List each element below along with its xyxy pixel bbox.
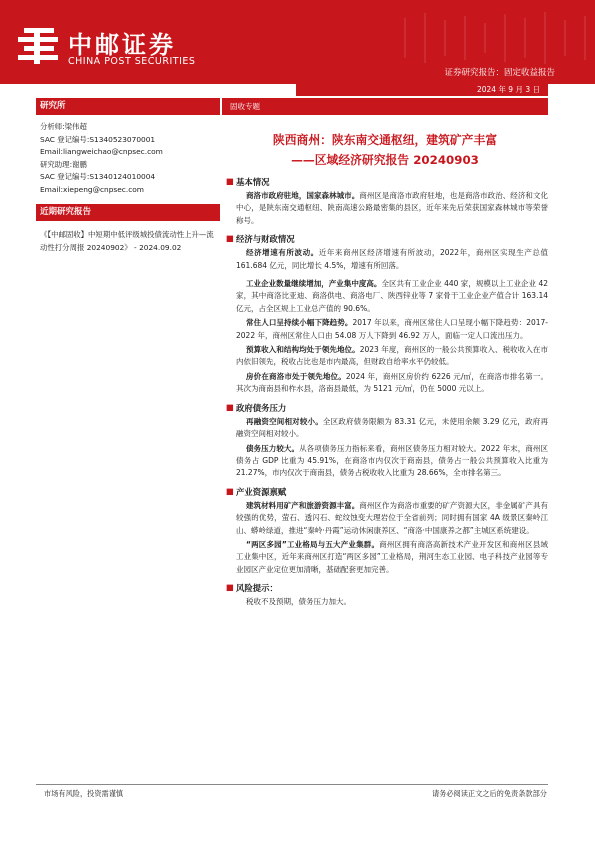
recent-report-link[interactable]: 《【中邮固收】中短期中低评级城投债流动性上升—流动性打分周报 20240902》 - 2024.09.02 xyxy=(40,230,214,252)
header-banner xyxy=(0,0,595,84)
paragraph: 常住人口呈持续小幅下降趋势。2017 年以来，商州区常住人口呈现小幅下降趋势：2017-2022 年，商州区常住人口由 54.08 万人下降到 46.92 万人，面临一定人口流出压力。 xyxy=(236,318,549,340)
section-heading: ■ 政府债务压力 xyxy=(226,401,287,413)
analyst-info xyxy=(36,115,220,196)
section-heading: ■ 产业资源禀赋 xyxy=(226,485,287,497)
paragraph: 房价在商洛市处于领先地位。2024 年，商州区房价约 6226 元/㎡，在商洛市排名第一。其次为商南县和柞水县，洛南县最低，为 5121 元/㎡，仍在 5000 元以上。 xyxy=(236,371,549,394)
footer-divider xyxy=(36,784,548,785)
paragraph: 商洛市政府驻地，国家森林城市。商州区是商洛市政府驻地，也是商洛市政治、经济和文化中心，是陕东南交通枢纽、陕南高速公路最密集的县区，近年来先后荣获国家森林城市等荣誉称号。 xyxy=(236,191,549,225)
paragraph: 再融资空间相对较小。全区政府债务限额为 83.31 亿元，未使用余额 3.29 亿元，政府再融资空间相对较小。 xyxy=(236,416,548,439)
paragraph: 经济增速有所波动。近年来商州区经济增速有所波动，2022年，商州区实现生产总值 161.684 亿元，同比增长 4.5%，增速有所回落。 xyxy=(236,248,548,270)
report-type: 证券研究报告：固定收益报告 xyxy=(444,68,555,78)
sidebar xyxy=(36,98,220,254)
paragraph: 预算收入和结构均处于领先地位。2023 年度，商州区的一般公共预算收入、税收收入在市内依旧领先，税收占比也是市内最高，但财政自给率水平仍较低。 xyxy=(236,345,548,367)
paragraph: “两区多园”工业格局与五大产业集群。商州区拥有商洛高新技术产业开发区和商州区县域工业集中区，近年来商州区打造“两区多园”工业格局，荆河生态工业园、电子科技产业园等专业园区产业定位更加清晰，基础配套更加完善。 xyxy=(236,539,548,574)
topic-label: 固收专题 xyxy=(222,98,548,115)
analyst-line: 分析师:梁伟超 xyxy=(40,122,87,131)
research-institute-heading: 研究所 xyxy=(36,98,220,115)
section-heading: ■ 经济与财政情况 xyxy=(226,233,295,245)
paragraph: 建筑材料用矿产和旅游资源丰富。商州区作为商洛市重要的矿产资源大区，非金属矿产具有较强的优势，萤石、透闪石、蛇纹蚀变大理岩位于全省前列；同时拥有国家 4A 级景区秦岭江山、蟒岭绿道，推进“秦岭·丹霞”运动休闲康养区、“商洛·中国康养之都”主城区系统建设。 xyxy=(236,500,549,535)
paragraph: 工业企业数量继续增加，产业集中度高。全区共有工业企业 440 家，规模以上工业企业 42 家，其中商洛比亚迪、商洛供电、商洛电厂、陕西锌业等 7 家骨干工业企业产值合计 163.14 亿元，占全区规上工业总产值的 90.6%。 xyxy=(236,279,549,313)
logo-chinese-name: 中邮证券 xyxy=(68,31,176,59)
report-title: 陕西商州：陕东南交通枢纽，建筑矿产丰富 xyxy=(272,133,498,147)
paragraph: 债务压力较大。从各项债务压力指标来看，商州区债务压力相对较大。2022 年末，商州区债务占 GDP 比重为 45.91%，在商洛市内仅次于商南县，债务占一般公共预算收入比重为 21.27%，市内仅次于商南县，债务占税收收入比重为 28.66%，全市排名第三。 xyxy=(236,443,548,478)
analyst-line: 研究助理:谢鹏 xyxy=(40,159,87,169)
decorative-pattern xyxy=(395,8,595,68)
logo-english-name: CHINA POST SECURITIES xyxy=(68,56,196,67)
recent-research-heading: 近期研究报告 xyxy=(36,204,220,221)
analyst-line: SAC 登记编号:S1340523070001 xyxy=(40,134,156,144)
footer-risk-note: 市场有风险，投资需谨慎 xyxy=(44,789,124,798)
main-content xyxy=(222,98,548,609)
footer-disclaimer: 请务必阅读正文之后的免责条款部分 xyxy=(431,789,547,798)
recent-research xyxy=(36,204,220,254)
section-heading: ■ 基本情况 xyxy=(226,176,270,187)
report-date: 2024 年 9 月 3 日 xyxy=(296,84,548,96)
section-heading: ■ 风险提示： xyxy=(226,582,278,594)
paragraph: 税收不及预期，债务压力加大。 xyxy=(246,597,351,607)
analyst-email[interactable]: Email:xiepeng@cnpsec.com xyxy=(40,184,145,194)
analyst-line: SAC 登记编号:S1340124010004 xyxy=(40,172,156,181)
analyst-email[interactable]: Email:liangweichao@cnpsec.com xyxy=(40,147,163,156)
china-post-logo-icon xyxy=(16,26,60,66)
report-subtitle: ——区域经济研究报告 20240903 xyxy=(291,153,479,167)
